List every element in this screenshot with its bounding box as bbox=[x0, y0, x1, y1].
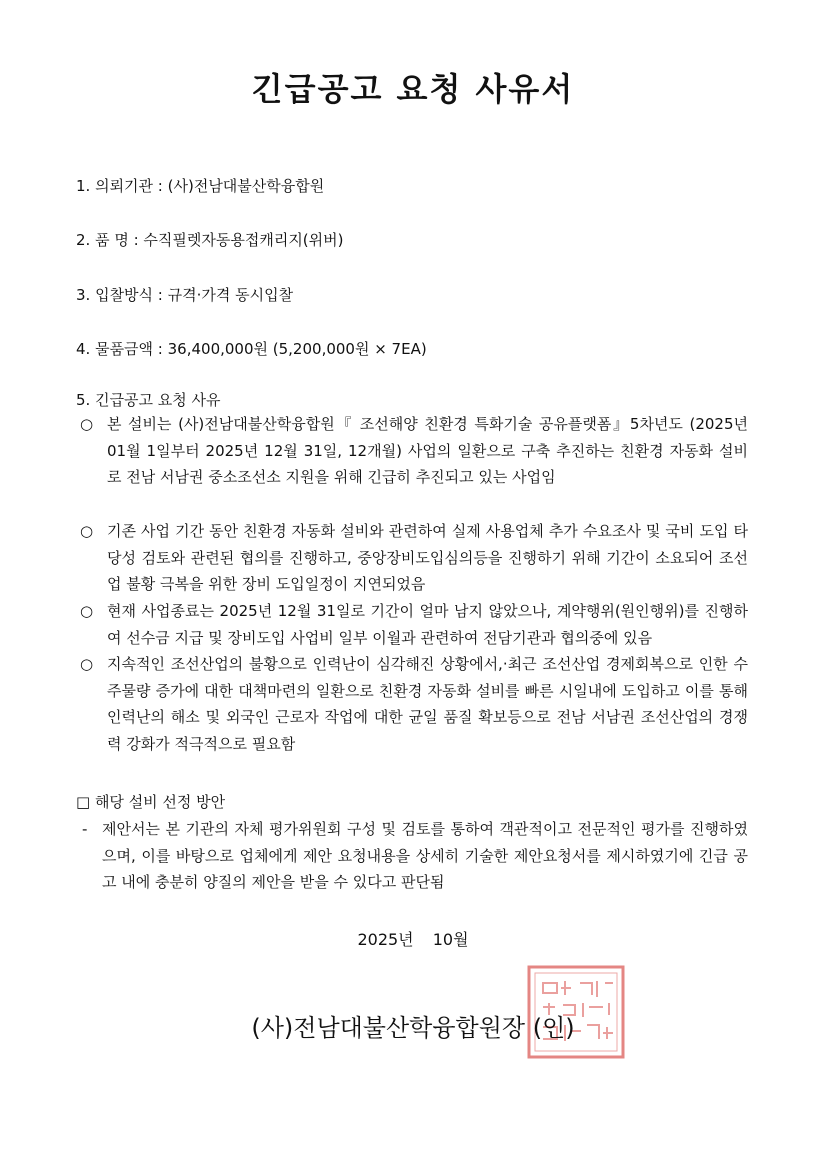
reason-2 bbox=[80, 518, 748, 598]
signature-line: (사)전남대불산학융합원장 (인) bbox=[251, 1014, 575, 1042]
reason-text: 본 설비는 (사)전남대불산학융합원『 조선해양 친환경 특화기술 공유플랫폼』5차년도 (2025년 01월 1일부터 2025년 12월 31일, 12개월) 사업의 일환으로 구축 추진하는 친환경 자동화 설비로 전남 서남권 중소조선소 지원을 위해 긴급히 추진되고 있는 사업임 bbox=[107, 415, 748, 486]
bullet-circle-icon: ○ bbox=[80, 415, 94, 433]
item-product-name: 2. 품 명 : 수직필렛자동용접캐리지(위버) bbox=[76, 231, 344, 249]
bullet-circle-icon: ○ bbox=[80, 522, 94, 540]
reason-1 bbox=[80, 411, 748, 491]
reason-text: 지속적인 조선산업의 불황으로 인력난이 심각해진 상황에서,·최근 조선산업 경제회복으로 인한 수주물량 증가에 대한 대책마련의 일환으로 친환경 자동화 설비를 빠른 시일내에 도입하고 이를 통해 인력난의 해소 및 외국인 근로자 작업에 대한 균일 품질 확보등으로 전남 서남권 조선산업의 경쟁력 강화가 적극적으로 필요함 bbox=[107, 655, 748, 753]
selection-method-body bbox=[82, 816, 748, 896]
item-reason-heading: 5. 긴급공고 요청 사유 bbox=[76, 391, 221, 409]
document-date: 2025년 10월 bbox=[357, 930, 469, 949]
document-title: 긴급공고 요청 사유서 bbox=[251, 70, 575, 108]
item-requesting-agency: 1. 의뢰기관 : (사)전남대불산학융합원 bbox=[76, 177, 325, 195]
reason-text: 기존 사업 기간 동안 친환경 자동화 설비와 관련하여 실제 사용업체 추가 수요조사 및 국비 도입 타당성 검토와 관련된 협의를 진행하고, 중앙장비도입심의등을 진행하기 위해 기간이 소요되어 조선업 불황 극복을 위한 장비 도입일정이 지연되었음 bbox=[107, 522, 748, 593]
reason-4 bbox=[80, 651, 748, 757]
item-amount: 4. 물품금액 : 36,400,000원 (5,200,000원 × 7EA) bbox=[76, 340, 427, 358]
reason-text: 현재 사업종료는 2025년 12월 31일로 기간이 얼마 남지 않았으나, 계약행위(원인행위)를 진행하여 선수금 지급 및 장비도입 사업비 일부 이월과 관련하여 전담기관과 협의중에 있음 bbox=[107, 602, 748, 647]
item-bidding-method: 3. 입찰방식 : 규격·가격 동시입찰 bbox=[76, 286, 294, 304]
selection-method-text: 제안서는 본 기관의 자체 평가위원회 구성 및 검토를 통하여 객관적이고 전문적인 평가를 진행하였으며, 이를 바탕으로 업체에게 제안 요청내용을 상세히 기술한 제안요청서를 제시하였기에 긴급 공고 내에 충분히 양질의 제안을 받을 수 있다고 판단됨 bbox=[102, 820, 748, 891]
dash-marker: - bbox=[82, 820, 88, 838]
selection-method-heading: □ 해당 설비 선정 방안 bbox=[76, 793, 226, 811]
reason-3 bbox=[80, 598, 748, 651]
bullet-circle-icon: ○ bbox=[80, 655, 94, 673]
bullet-circle-icon: ○ bbox=[80, 602, 94, 620]
